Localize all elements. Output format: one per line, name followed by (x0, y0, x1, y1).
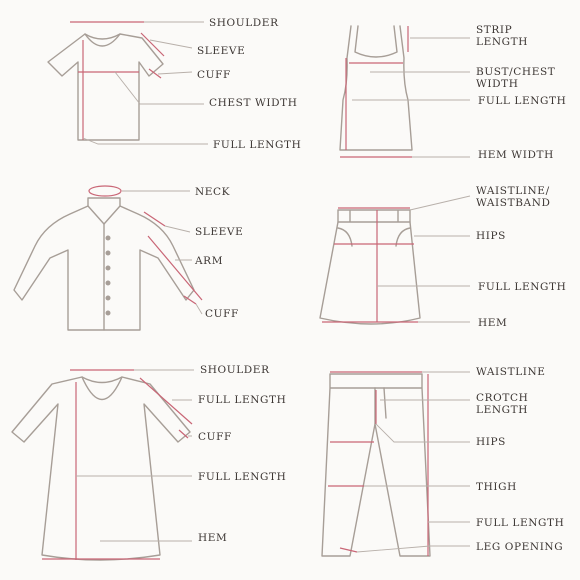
camisole-hem-width-label: HEM WIDTH (478, 149, 554, 161)
camisole-diagram (340, 26, 470, 157)
tshirt-shoulder-label: SHOULDER (209, 17, 279, 29)
skirt-diagram (320, 196, 470, 324)
pants-crotch-line1: CROTCH (476, 392, 529, 404)
dress-outline (12, 377, 190, 560)
shirt-collar (88, 198, 120, 224)
pants-thigh-label: THIGH (476, 481, 517, 493)
dress-full-length-label: FULL LENGTH (198, 471, 287, 483)
pants-leg-opening-measure (340, 548, 357, 552)
skirt-waistline-line1: WAISTLINE/ (476, 185, 550, 197)
dress-diagram (12, 370, 194, 560)
tshirt-leader-lines (83, 22, 208, 144)
pants-crotch-line2: LENGTH (476, 404, 528, 416)
dress-shoulder-label: SHOULDER (200, 364, 270, 376)
pants-full-length-label: FULL LENGTH (476, 517, 565, 529)
dress-sleeve-measure (140, 378, 192, 424)
dress-cuff-label: CUFF (198, 431, 232, 443)
pants-fly (375, 388, 386, 424)
skirt-full-length-label: FULL LENGTH (478, 281, 567, 293)
camisole-bust-line1: BUST/CHEST (476, 66, 556, 78)
camisole-bust-line2: WIDTH (476, 78, 519, 90)
skirt-pockets (338, 228, 410, 246)
shirt-diagram (14, 186, 202, 330)
camisole-full-length-label: FULL LENGTH (478, 95, 567, 107)
skirt-leader-lines (377, 196, 470, 322)
skirt-waistline-label (476, 185, 551, 209)
dress-hem-label: HEM (198, 532, 228, 544)
shirt-arm-measure (148, 236, 202, 300)
shirt-button (106, 296, 111, 301)
tshirt-sleeve-label: SLEEVE (197, 45, 246, 57)
skirt-hem-label: HEM (478, 317, 508, 329)
pants-leg-opening-label: LEG OPENING (476, 541, 564, 553)
shirt-button (106, 266, 111, 271)
skirt-hips-label: HIPS (476, 230, 506, 242)
camisole-outline (340, 26, 412, 150)
shirt-cuff-label: CUFF (205, 308, 239, 320)
shirt-button (106, 251, 111, 256)
skirt-outline (320, 222, 420, 324)
shirt-button (106, 236, 111, 241)
tshirt-sleeve-measure (141, 33, 164, 56)
pants-crotch-length-label (476, 392, 528, 416)
camisole-strip-line1: STRIP (476, 24, 513, 36)
camisole-strip-line2: LENGTH (476, 36, 528, 48)
dress-sleeve-length-label: FULL LENGTH (198, 394, 287, 406)
shirt-button (106, 311, 111, 316)
pants-waistline-label: WAISTLINE (476, 366, 546, 378)
pants-leader-lines (357, 372, 470, 552)
tshirt-diagram (48, 22, 208, 144)
tshirt-cuff-label: CUFF (197, 69, 231, 81)
tshirt-outline (48, 34, 163, 140)
shirt-arm-label: ARM (195, 255, 224, 267)
tshirt-full-length-label: FULL LENGTH (213, 139, 302, 151)
pants-hips-label: HIPS (476, 436, 506, 448)
shirt-neck-label: NECK (195, 186, 231, 198)
pants-diagram (322, 372, 470, 556)
skirt-waistband (338, 210, 410, 222)
tshirt-chest-width-label: CHEST WIDTH (209, 97, 298, 109)
shirt-button (106, 281, 111, 286)
skirt-waistline-line2: WAISTBAND (476, 197, 551, 209)
shirt-sleeve-label: SLEEVE (195, 226, 244, 238)
shirt-neck-measure (89, 186, 121, 196)
camisole-strip-length-label (476, 24, 528, 48)
camisole-bust-chest-label (476, 66, 555, 90)
